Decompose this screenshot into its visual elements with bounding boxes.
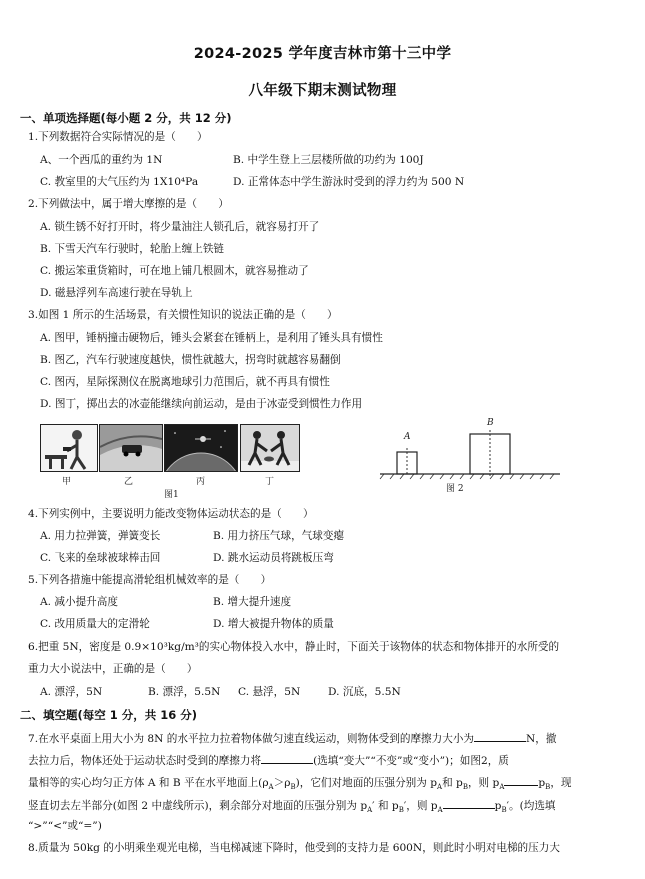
question-8-line-1: 8.质量为 50kg 的小明乘坐观光电梯，当电梯减速下降时，他受到的支持力是 600N，则此时小明对电梯的压力大: [28, 842, 560, 854]
question-2-option-c: C. 搬运笨重货箱时，可在地上铺几根圆木，就容易推动了: [40, 265, 309, 277]
car-turning-icon: [100, 425, 162, 471]
figure-1-label-ding: 丁: [265, 477, 275, 487]
space-probe-icon: [165, 425, 237, 471]
question-1-option-c: C. 教室里的大气压约为 1X10⁴Pa: [40, 176, 199, 188]
question-5-stem: 5.下列各措施中能提高滑轮组机械效率的是（ ）: [28, 574, 272, 586]
question-3-option-b: B. 图乙，汽车行驶速度越快，惯性就越大，拐弯时就越容易翻倒: [40, 354, 341, 366]
question-7-text: ′。(均选填: [506, 800, 556, 812]
subscript: B: [290, 783, 296, 792]
answer-blank-pressure-after-cut[interactable]: [443, 797, 495, 809]
figure-2-label-b: B: [487, 418, 494, 428]
question-7-line-5: “>”“<”或“=”): [28, 820, 102, 832]
subscript: B: [462, 783, 468, 792]
question-7-text: 7.在水平桌面上用大小为 8N 的水平拉力拉着物体做匀速直线运动，则物体受到的摩擦力大小为: [28, 733, 475, 745]
hammer-scene-icon: [41, 425, 97, 471]
figure-1-photo-bing: [164, 424, 238, 472]
question-7-text: p: [538, 777, 546, 789]
question-7-text: 和 p: [442, 777, 463, 789]
question-3-option-c: C. 图丙，星际探测仪在脱离地球引力范围后，就不再具有惯性: [40, 376, 330, 388]
question-1-option-d: D. 正常体态中学生游泳时受到的浮力约为 500 N: [233, 176, 465, 188]
section-heading-multiple-choice: 一、单项选择题(每小题 2 分，共 12 分): [20, 111, 232, 125]
exam-title-school: 2024-2025 学年度吉林市第十三中学: [193, 46, 452, 62]
figures-row: [0, 418, 645, 498]
question-7-text: 去拉力后，物体还处于运动状态时受到的摩擦力将: [28, 755, 262, 767]
subscript: B: [398, 806, 404, 815]
question-7-text: ，现: [550, 777, 572, 789]
question-7-text: 竖直切去左半部分(如图 2 中虚线所示)，剩余部分对地面的压强分别为 p: [28, 800, 368, 812]
block-a: [397, 452, 417, 474]
question-2-option-b: B. 下雪天汽车行驶时，轮胎上缠上铁链: [40, 243, 225, 255]
question-2-option-d: D. 磁悬浮列车高速行驶在导轨上: [40, 287, 193, 299]
question-4-stem: 4.下列实例中，主要说明力能改变物体运动状态的是（ ）: [28, 508, 314, 520]
question-1-stem: 1.下列数据符合实际情况的是（ ）: [28, 131, 208, 143]
answer-blank-friction-change[interactable]: [261, 752, 313, 764]
question-1-option-b: B. 中学生登上三层楼所做的功约为 100J: [233, 154, 424, 166]
figure-1-photo-ding: [240, 424, 300, 472]
question-6-stem-line-1: 6.把重 5N，密度是 0.9×10³kg/m³的实心物体投入水中，静止时，下面关于该物体的状态和物体排开的水所受的: [28, 641, 560, 653]
figure-2-caption: 图 2: [446, 484, 464, 494]
question-6-option-c: C. 悬浮，5N: [238, 686, 301, 698]
answer-blank-pressure-compare[interactable]: [504, 774, 538, 786]
figure-1-caption: 图1: [164, 490, 179, 500]
question-3-option-d: D. 图丁，掷出去的冰壶能继续向前运动，是由于冰壶受到惯性力作用: [40, 398, 363, 410]
question-7-text: p: [494, 800, 502, 812]
subscript: A: [367, 806, 373, 815]
figure-2-label-a: A: [404, 432, 411, 442]
curling-players-icon: [241, 425, 299, 471]
figure-1-label-bing: 丙: [196, 477, 206, 487]
question-2-stem: 2.下列做法中，属于增大摩擦的是（ ）: [28, 198, 229, 210]
subscript: B: [501, 806, 507, 815]
question-1-option-a: A、一个西瓜的重约为 1N: [40, 154, 163, 166]
question-5-option-a: A. 减小提升高度: [40, 596, 118, 608]
question-6-stem-line-2: 重力大小说法中，正确的是（ ）: [28, 663, 198, 675]
question-4-option-d: D. 跳水运动员将跳板压弯: [213, 552, 334, 564]
figure-1-photo-yi: [99, 424, 163, 472]
question-3-option-a: A. 图甲，锤柄撞击硬物后，锤头会紧套在锤柄上，是利用了锤头具有惯性: [40, 332, 383, 344]
figure-2-diagram: [370, 424, 570, 484]
question-7-text: 量相等的实心均匀正方体 A 和 B 平在水平地面上(ρ: [28, 777, 269, 789]
subscript: A: [437, 806, 443, 815]
figure-1-label-jia: 甲: [62, 477, 72, 487]
question-5-option-d: D. 增大被提升物体的质量: [213, 618, 334, 630]
question-7-text: ，则 p: [467, 777, 500, 789]
question-6-option-d: D. 沉底，5.5N: [328, 686, 401, 698]
question-7-text: ′ 和 p: [372, 800, 399, 812]
question-7-line-1: [28, 730, 556, 746]
question-2-option-a: A. 锁生锈不好打开时，将少量油注人锁孔后，就容易打开了: [40, 221, 320, 233]
question-4-option-c: C. 飞来的垒球被球棒击回: [40, 552, 161, 564]
question-7-line-4: [28, 797, 556, 817]
question-6-option-a: A. 漂浮，5N: [40, 686, 103, 698]
question-5-option-c: C. 改用质量大的定滑轮: [40, 618, 150, 630]
section-heading-fill-in: 二、填空题(每空 1 分，共 16 分): [20, 708, 198, 722]
figure-1-photo-jia: [40, 424, 98, 472]
question-7-text: )，它们对地面的压强分别为 p: [295, 777, 437, 789]
question-6-option-b: B. 漂浮，5.5N: [148, 686, 221, 698]
exam-title-subject: 八年级下期末测试物理: [248, 83, 397, 99]
question-7-line-3: [28, 774, 572, 794]
question-7-text: ′，则 p: [403, 800, 438, 812]
question-7-line-2: [28, 752, 509, 768]
question-3-stem: 3.如图 1 所示的生活场景，有关惯性知识的说法正确的是（ ）: [28, 309, 338, 321]
subscript: B: [545, 783, 551, 792]
subscript: A: [268, 783, 274, 792]
question-7-text: N，撤: [526, 733, 557, 745]
question-7-text: (选填“变大”“不变”或“变小”)；如图2，质: [313, 755, 509, 767]
question-7-text: ＞ρ: [273, 777, 291, 789]
question-5-option-b: B. 增大提升速度: [213, 596, 292, 608]
question-4-option-a: A. 用力拉弹簧，弹簧变长: [40, 530, 161, 542]
answer-blank-friction[interactable]: [474, 730, 526, 742]
figure-1-label-yi: 乙: [124, 477, 134, 487]
subscript: A: [499, 783, 505, 792]
question-4-option-b: B. 用力挤压气球，气球变瘪: [213, 530, 345, 542]
subscript: A: [437, 783, 443, 792]
